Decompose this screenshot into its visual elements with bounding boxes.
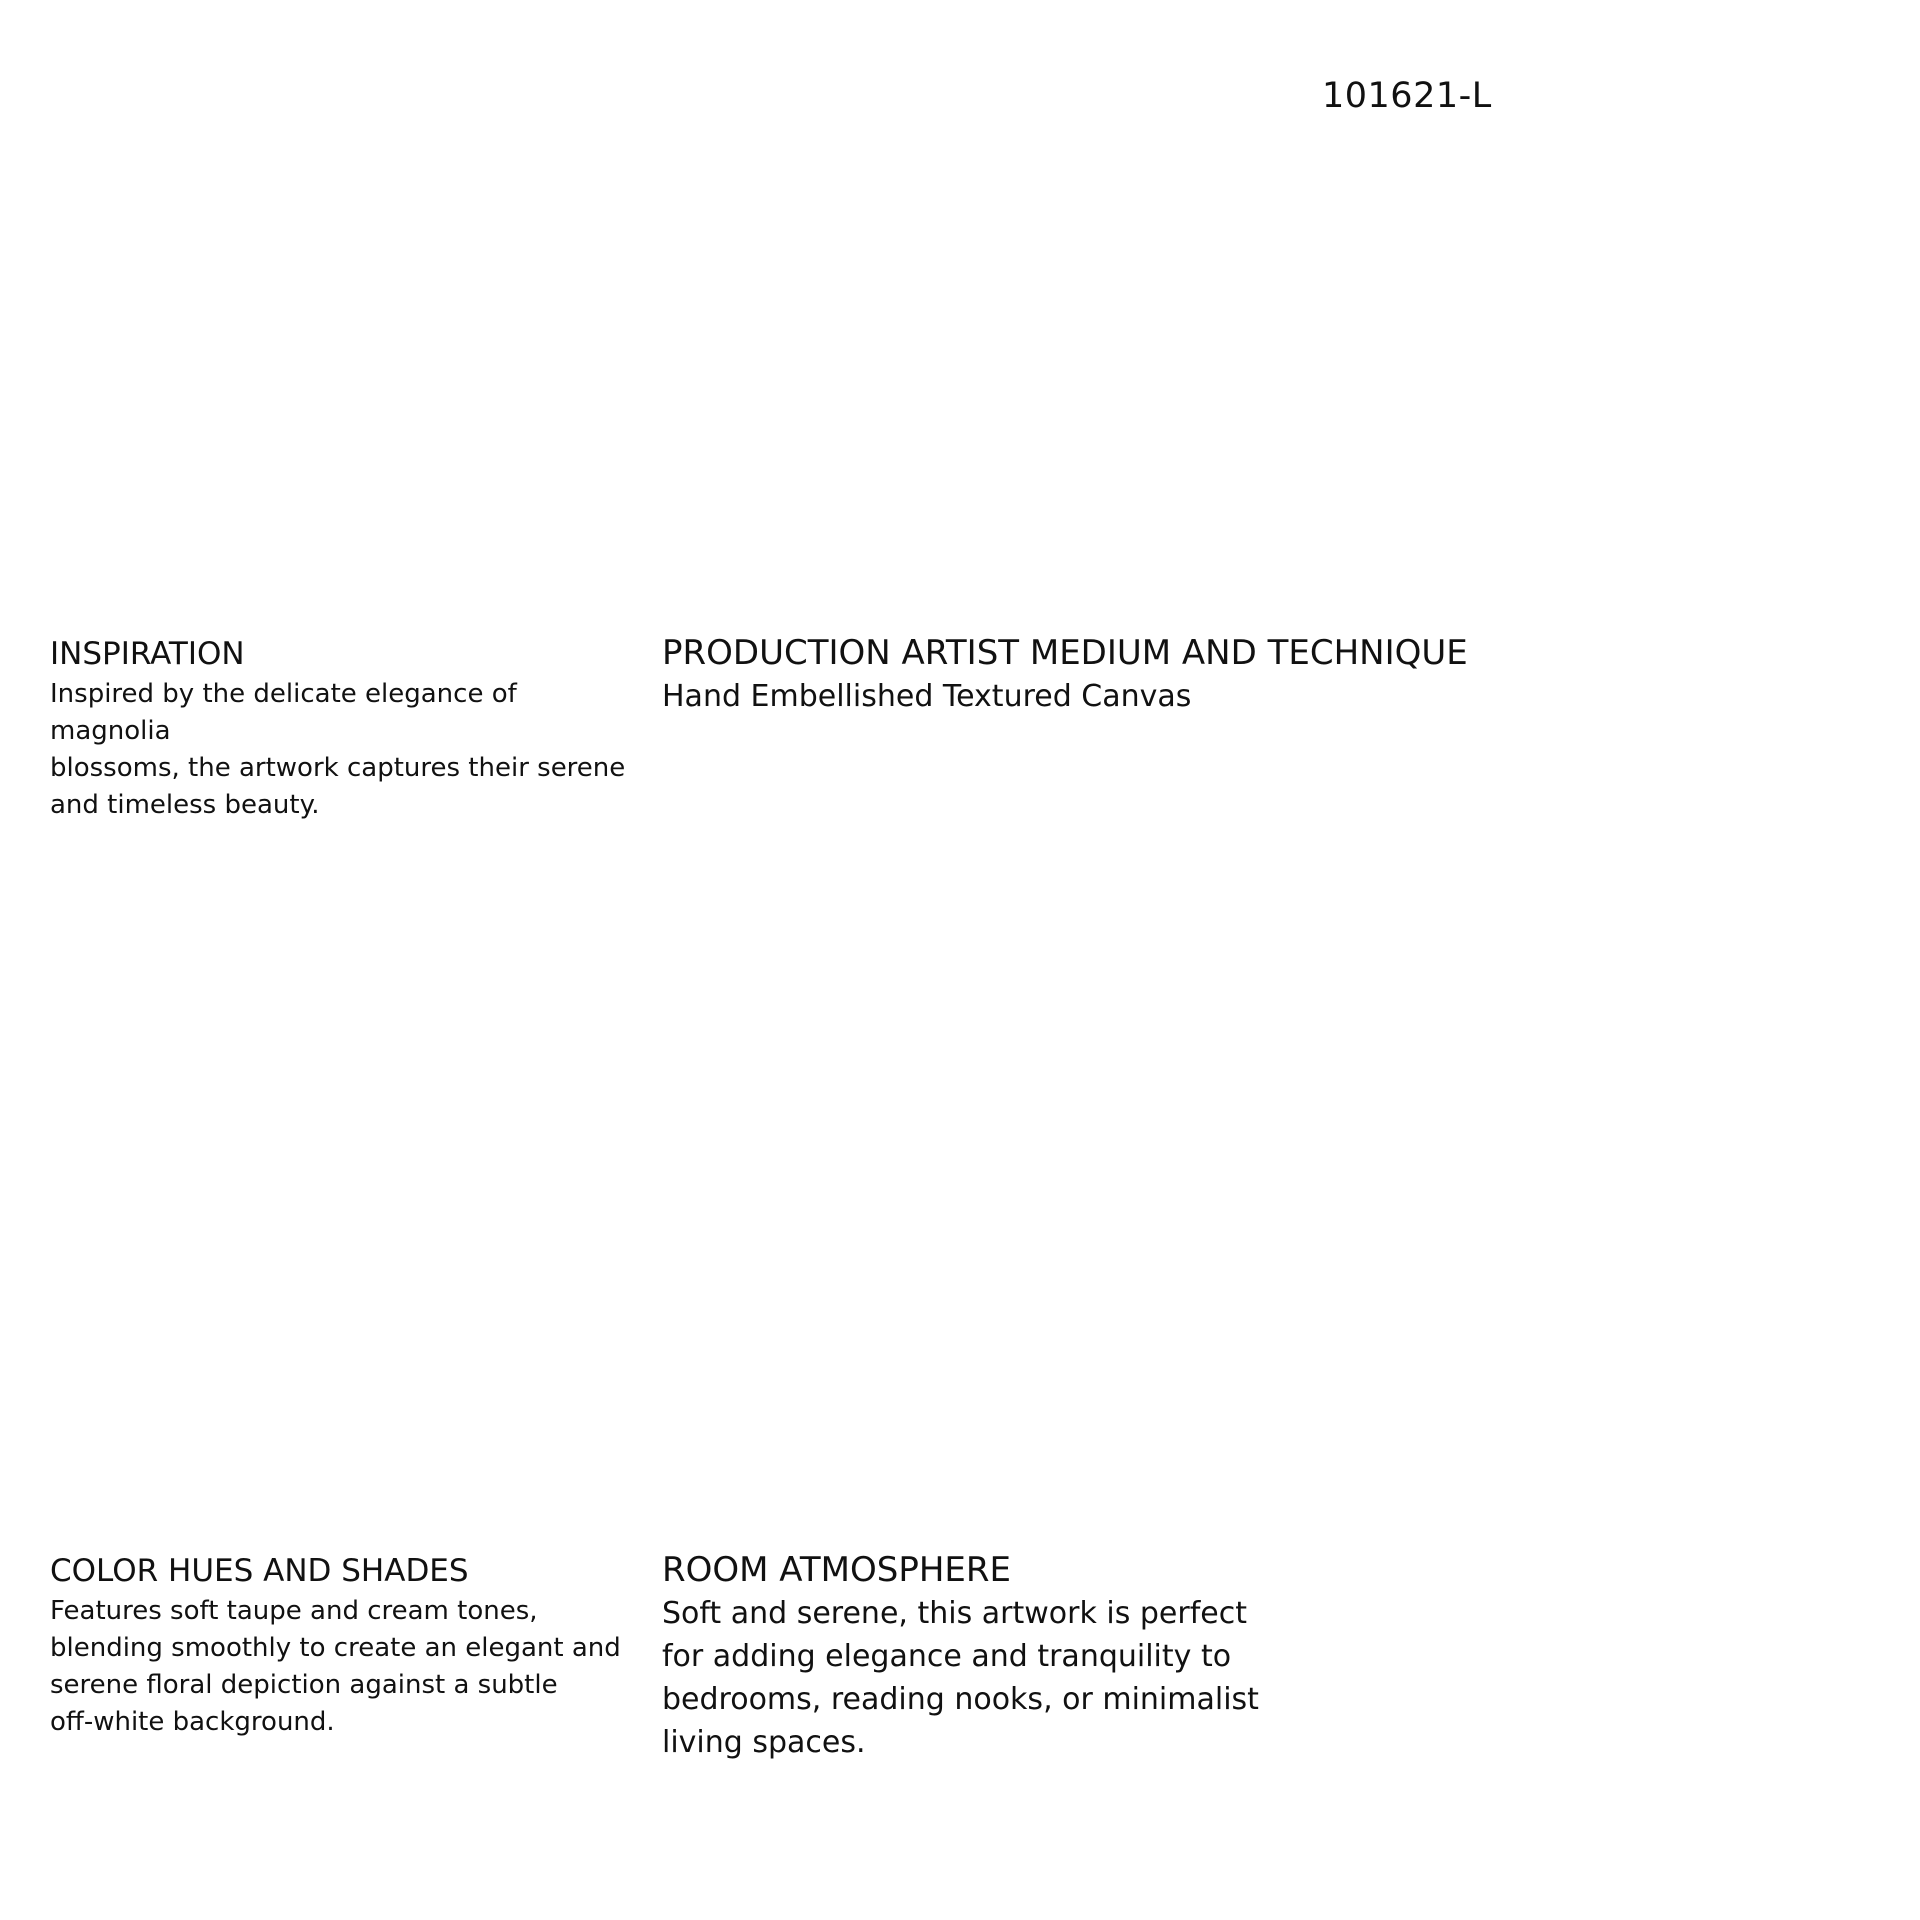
inspiration-heading: INSPIRATION	[50, 636, 245, 672]
medium-technique-text: Hand Embellished Textured Canvas	[662, 679, 1192, 714]
color-hues-heading: COLOR HUES AND SHADES	[50, 1553, 469, 1589]
room-atmosphere-section	[662, 1549, 1302, 1764]
inspiration-text: Inspired by the delicate elegance of magnolia blossoms, the artwork captures their serene and timeless beauty.	[50, 679, 626, 820]
color-hues-text: Features soft taupe and cream tones, blending smoothly to create an elegant and serene floral depiction against a subtle off-white background.	[50, 1596, 621, 1737]
color-hues-section	[50, 1551, 640, 1741]
room-atmosphere-text: Soft and serene, this artwork is perfect for adding elegance and tranquility to bedrooms, reading nooks, or minimalist living spaces.	[662, 1596, 1259, 1760]
medium-technique-section	[662, 632, 1562, 718]
product-sku: 101621-L	[1322, 76, 1492, 116]
medium-technique-heading: PRODUCTION ARTIST MEDIUM AND TECHNIQUE	[662, 633, 1468, 673]
room-atmosphere-heading: ROOM ATMOSPHERE	[662, 1550, 1012, 1590]
inspiration-section	[50, 634, 640, 824]
